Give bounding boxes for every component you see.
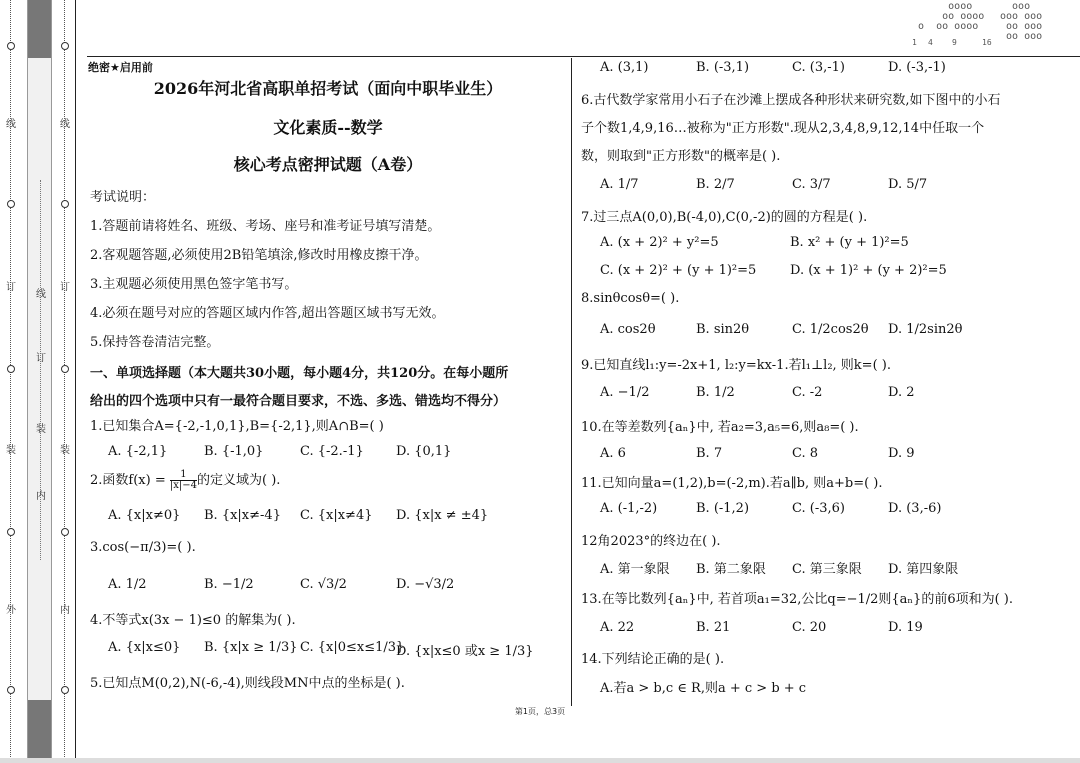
question-8: 8.sinθcosθ=( ).	[581, 291, 680, 306]
option: C. (-3,6)	[792, 501, 845, 516]
binding-hole	[61, 528, 69, 536]
question-3: 3.cos(−π/3)=( ).	[90, 540, 196, 555]
option: C. 20	[792, 620, 827, 635]
option: A. (-1,-2)	[600, 501, 658, 516]
header-rule	[87, 56, 1080, 57]
instruction-item: 4.必须在题号对应的答题区域内作答,超出答题区域书写无效。	[90, 306, 445, 321]
instruction-item: 1.答题前请将姓名、班级、考场、座号和准考证号填写清楚。	[90, 219, 441, 234]
question-6-cont: 数，则取到"正方形数"的概率是( ).	[581, 149, 781, 164]
exam-subject: 文化素质--数学	[273, 118, 383, 137]
binding-char: 线	[60, 119, 70, 130]
secret-label: 绝密★启用前	[88, 61, 153, 74]
question-2	[90, 469, 280, 491]
option: B. 2/7	[696, 177, 735, 192]
option: C. {x|0≤x≤1/3}	[300, 640, 405, 655]
binding-char: 装	[60, 445, 70, 456]
option: C. {x|x≠4}	[300, 508, 373, 523]
option: D. {0,1}	[396, 444, 452, 459]
q2-stem-a: 2.函数f(x) =	[90, 473, 170, 488]
bottom-edge	[0, 758, 1080, 763]
binding-char: 内	[60, 605, 70, 616]
option: A. 1/2	[108, 577, 147, 592]
binding-char: 外	[6, 605, 16, 616]
figure-label: 4	[928, 38, 933, 47]
option: D. 1/2sin2θ	[888, 322, 963, 337]
option: B. −1/2	[204, 577, 254, 592]
question-6: 6.古代数学家常用小石子在沙滩上摆成各种形状来研究数,如下图中的小石	[581, 93, 1001, 108]
option: D. 2	[888, 385, 915, 400]
binding-hole	[7, 686, 15, 694]
instruction-item: 2.客观题答题,必须使用2B铅笔填涂,修改时用橡皮擦干净。	[90, 248, 428, 263]
section-heading: 一、单项选择题（本大题共30小题，每小题4分，共120分。在每小题所	[90, 366, 509, 381]
question-6-cont: 子个数1,4,9,16…被称为"正方形数".现从2,3,4,8,9,12,14中任取一个	[581, 121, 985, 136]
option: B. 1/2	[696, 385, 735, 400]
option: C. 8	[792, 446, 819, 461]
binding-char: 装	[36, 424, 46, 435]
question-12: 12角2023°的终边在( ).	[581, 534, 721, 549]
binding-hole	[61, 365, 69, 373]
binding-char: 内	[36, 491, 46, 502]
option: A. 第一象限	[600, 562, 670, 577]
question-1: 1.已知集合A={-2,-1,0,1},B={-2,1},则A∩B=( )	[90, 419, 384, 434]
pebbles-16: ooo ooo ooo oo ooo oo ooo	[1000, 1, 1043, 42]
option: A. {-2,1}	[108, 444, 168, 459]
outer-cut-line	[10, 0, 11, 763]
option: B. (-1,2)	[696, 501, 750, 516]
option: D. (x + 1)² + (y + 2)²=5	[790, 263, 947, 278]
option: B. {-1,0}	[204, 444, 264, 459]
option: D. {x|x≤0 或x ≥ 1/3}	[396, 644, 534, 659]
option: C. {-2.-1}	[300, 444, 364, 459]
option: A.若a > b,c ∈ R,则a + c > b + c	[600, 681, 807, 696]
binding-char: 订	[60, 282, 70, 293]
option: D. −√3/2	[396, 577, 455, 592]
q2-denominator: |x|−4	[169, 480, 197, 491]
option: B. x² + (y + 1)²=5	[790, 235, 909, 250]
option: C. 3/7	[792, 177, 831, 192]
student-info-line	[40, 180, 41, 560]
option: A. (3,1)	[600, 60, 649, 75]
binding-hole	[61, 200, 69, 208]
column-divider	[571, 58, 572, 706]
option: B. (-3,1)	[696, 60, 750, 75]
q2-fraction	[170, 470, 197, 491]
option: A. (x + 2)² + y²=5	[600, 235, 719, 250]
option: C. √3/2	[300, 577, 347, 592]
binding-hole	[7, 200, 15, 208]
question-7: 7.过三点A(0,0),B(-4,0),C(0,-2)的圆的方程是( ).	[581, 210, 868, 225]
option: A. {x|x≠0}	[108, 508, 181, 523]
binding-hole	[7, 42, 15, 50]
option: D. (-3,-1)	[888, 60, 946, 75]
question-13: 13.在等比数列{aₙ}中, 若首项a₁=32,公比q=−1/2则{aₙ}的前6项和为( ).	[581, 592, 1014, 607]
binding-char: 线	[36, 289, 46, 300]
binding-char: 线	[6, 119, 16, 130]
figure-label: 1	[912, 38, 917, 47]
binding-char: 装	[6, 445, 16, 456]
figure-label: 16	[982, 38, 992, 47]
option: A. {x|x≤0}	[108, 640, 181, 655]
option: D. 第四象限	[888, 562, 959, 577]
exam-title: 2026年河北省高职单招考试（面向中职毕业生）	[153, 79, 503, 98]
q2-numerator: 1	[170, 470, 197, 481]
option: D. 9	[888, 446, 915, 461]
instruction-item: 3.主观题必须使用黑色签字笔书写。	[90, 277, 298, 292]
section-heading-cont: 给出的四个选项中只有一最符合题目要求，不选、多选、错选均不得分）	[90, 394, 507, 409]
option: D. 5/7	[888, 177, 928, 192]
binding-hole	[61, 686, 69, 694]
option: B. {x|x ≥ 1/3}	[204, 640, 298, 655]
page-number: 第1页，总3页	[514, 707, 566, 716]
option: D. (3,-6)	[888, 501, 942, 516]
option: C. -2	[792, 385, 823, 400]
instruction-item: 5.保持答卷清洁完整。	[90, 335, 220, 350]
question-5: 5.已知点M(0,2),N(-6,-4),则线段MN中点的坐标是( ).	[90, 676, 405, 691]
option: A. 6	[600, 446, 626, 461]
binding-hole	[7, 365, 15, 373]
binding-hole	[61, 42, 69, 50]
option: C. (3,-1)	[792, 60, 845, 75]
option: B. {x|x≠-4}	[204, 508, 281, 523]
question-9: 9.已知直线l₁:y=-2x+1, l₂:y=kx-1.若l₁⊥l₂, 则k=( ).	[581, 358, 891, 373]
option: D. {x|x ≠ ±4}	[396, 508, 489, 523]
option: A. cos2θ	[600, 322, 656, 337]
question-14: 14.下列结论正确的是( ).	[581, 652, 725, 667]
margin-rule	[75, 0, 76, 763]
binding-char: 订	[6, 282, 16, 293]
inner-cut-line	[64, 0, 65, 763]
binding-char: 订	[36, 353, 46, 364]
pebbles-group: oooo oo oooo o oo oooo	[918, 1, 985, 32]
binding-hole	[7, 528, 15, 536]
option: D. 19	[888, 620, 923, 635]
exam-paper-name: 核心考点密押试题（A卷）	[233, 155, 423, 174]
q2-stem-b: 的定义域为( ).	[196, 473, 281, 488]
question-4: 4.不等式x(3x − 1)≤0 的解集为( ).	[90, 613, 296, 628]
question-10: 10.在等差数列{aₙ}中, 若a₂=3,a₅=6,则a₈=( ).	[581, 420, 859, 435]
figure-label: 9	[952, 38, 957, 47]
option: B. 第二象限	[696, 562, 766, 577]
instructions-heading: 考试说明：	[90, 190, 156, 205]
question-11: 11.已知向量a=(1,2),b=(-2,m).若a∥b, 则a+b=( ).	[581, 476, 883, 491]
strip-cap-top	[28, 0, 51, 58]
option: A. 1/7	[600, 177, 639, 192]
option: B. sin2θ	[696, 322, 750, 337]
option: B. 21	[696, 620, 731, 635]
option: A. −1/2	[600, 385, 650, 400]
option: A. 22	[600, 620, 635, 635]
option: C. 1/2cos2θ	[792, 322, 869, 337]
option: C. (x + 2)² + (y + 1)²=5	[600, 263, 757, 278]
square-numbers-figure	[900, 0, 1080, 56]
option: B. 7	[696, 446, 723, 461]
option: C. 第三象限	[792, 562, 862, 577]
binding-margin	[0, 0, 80, 763]
